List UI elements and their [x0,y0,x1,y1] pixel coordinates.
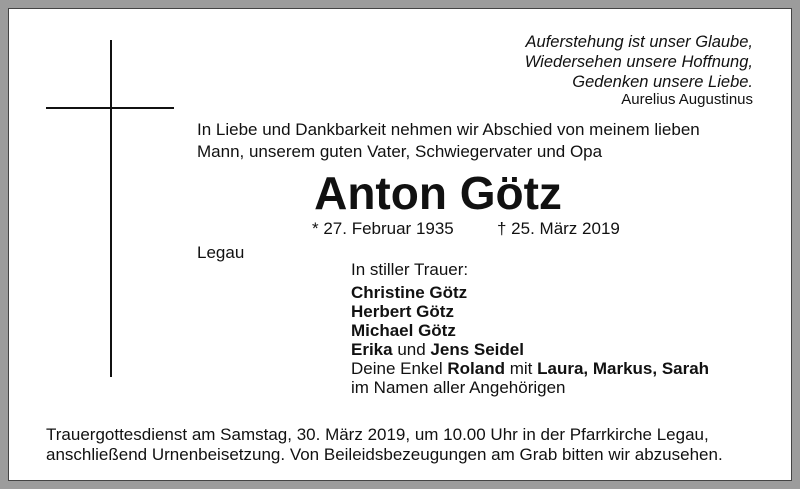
service-info [46,425,723,465]
service-line: Trauergottesdienst am Samstag, 30. März 2019, um 10.00 Uhr in der Pfarrkirche Legau, [46,425,709,444]
intro-text [197,119,700,163]
quote-line: Auferstehung ist unser Glaube, [525,33,753,51]
quote-line: Wiedersehen unsere Hoffnung, [524,53,753,71]
service-line: anschließend Urnenbeisetzung. Von Beileidsbezeugungen am Grab bitten wir abzusehen. [46,445,723,464]
connector-text: und [392,340,431,359]
mourners-heading: In stiller Trauer: [351,260,469,279]
mourner-names: Laura, Markus, Sarah [537,359,710,378]
mourner-name: Herbert Götz [351,302,454,321]
mourner-name: Jens Seidel [430,340,524,359]
connector-text: mit [505,359,538,378]
mourner-name: Christine Götz [351,283,468,302]
grandchildren-prefix: Deine Enkel [351,359,448,378]
mourner-name: Erika [351,340,393,359]
hometown: Legau [197,243,245,262]
intro-line: In Liebe und Dankbarkeit nehmen wir Abschied von meinem lieben [197,120,700,139]
intro-line: Mann, unserem guten Vater, Schwiegervater und Opa [197,142,603,161]
death-date: † 25. März 2019 [497,219,620,238]
quote-line: Gedenken unsere Liebe. [572,73,753,91]
grandchildren-line [351,359,709,378]
cross-icon-horizontal-bar [46,107,174,109]
mourners-list [351,260,709,397]
mourners-closing: im Namen aller Angehörigen [351,378,566,397]
mourner-name: Michael Götz [351,321,456,340]
quote-author: Aurelius Augustinus [621,91,753,108]
mourner-name: Roland [447,359,505,378]
deceased-name: Anton Götz [314,167,562,219]
quote [423,32,753,92]
birth-date: * 27. Februar 1935 [312,219,454,238]
mourner-couple [351,340,709,359]
